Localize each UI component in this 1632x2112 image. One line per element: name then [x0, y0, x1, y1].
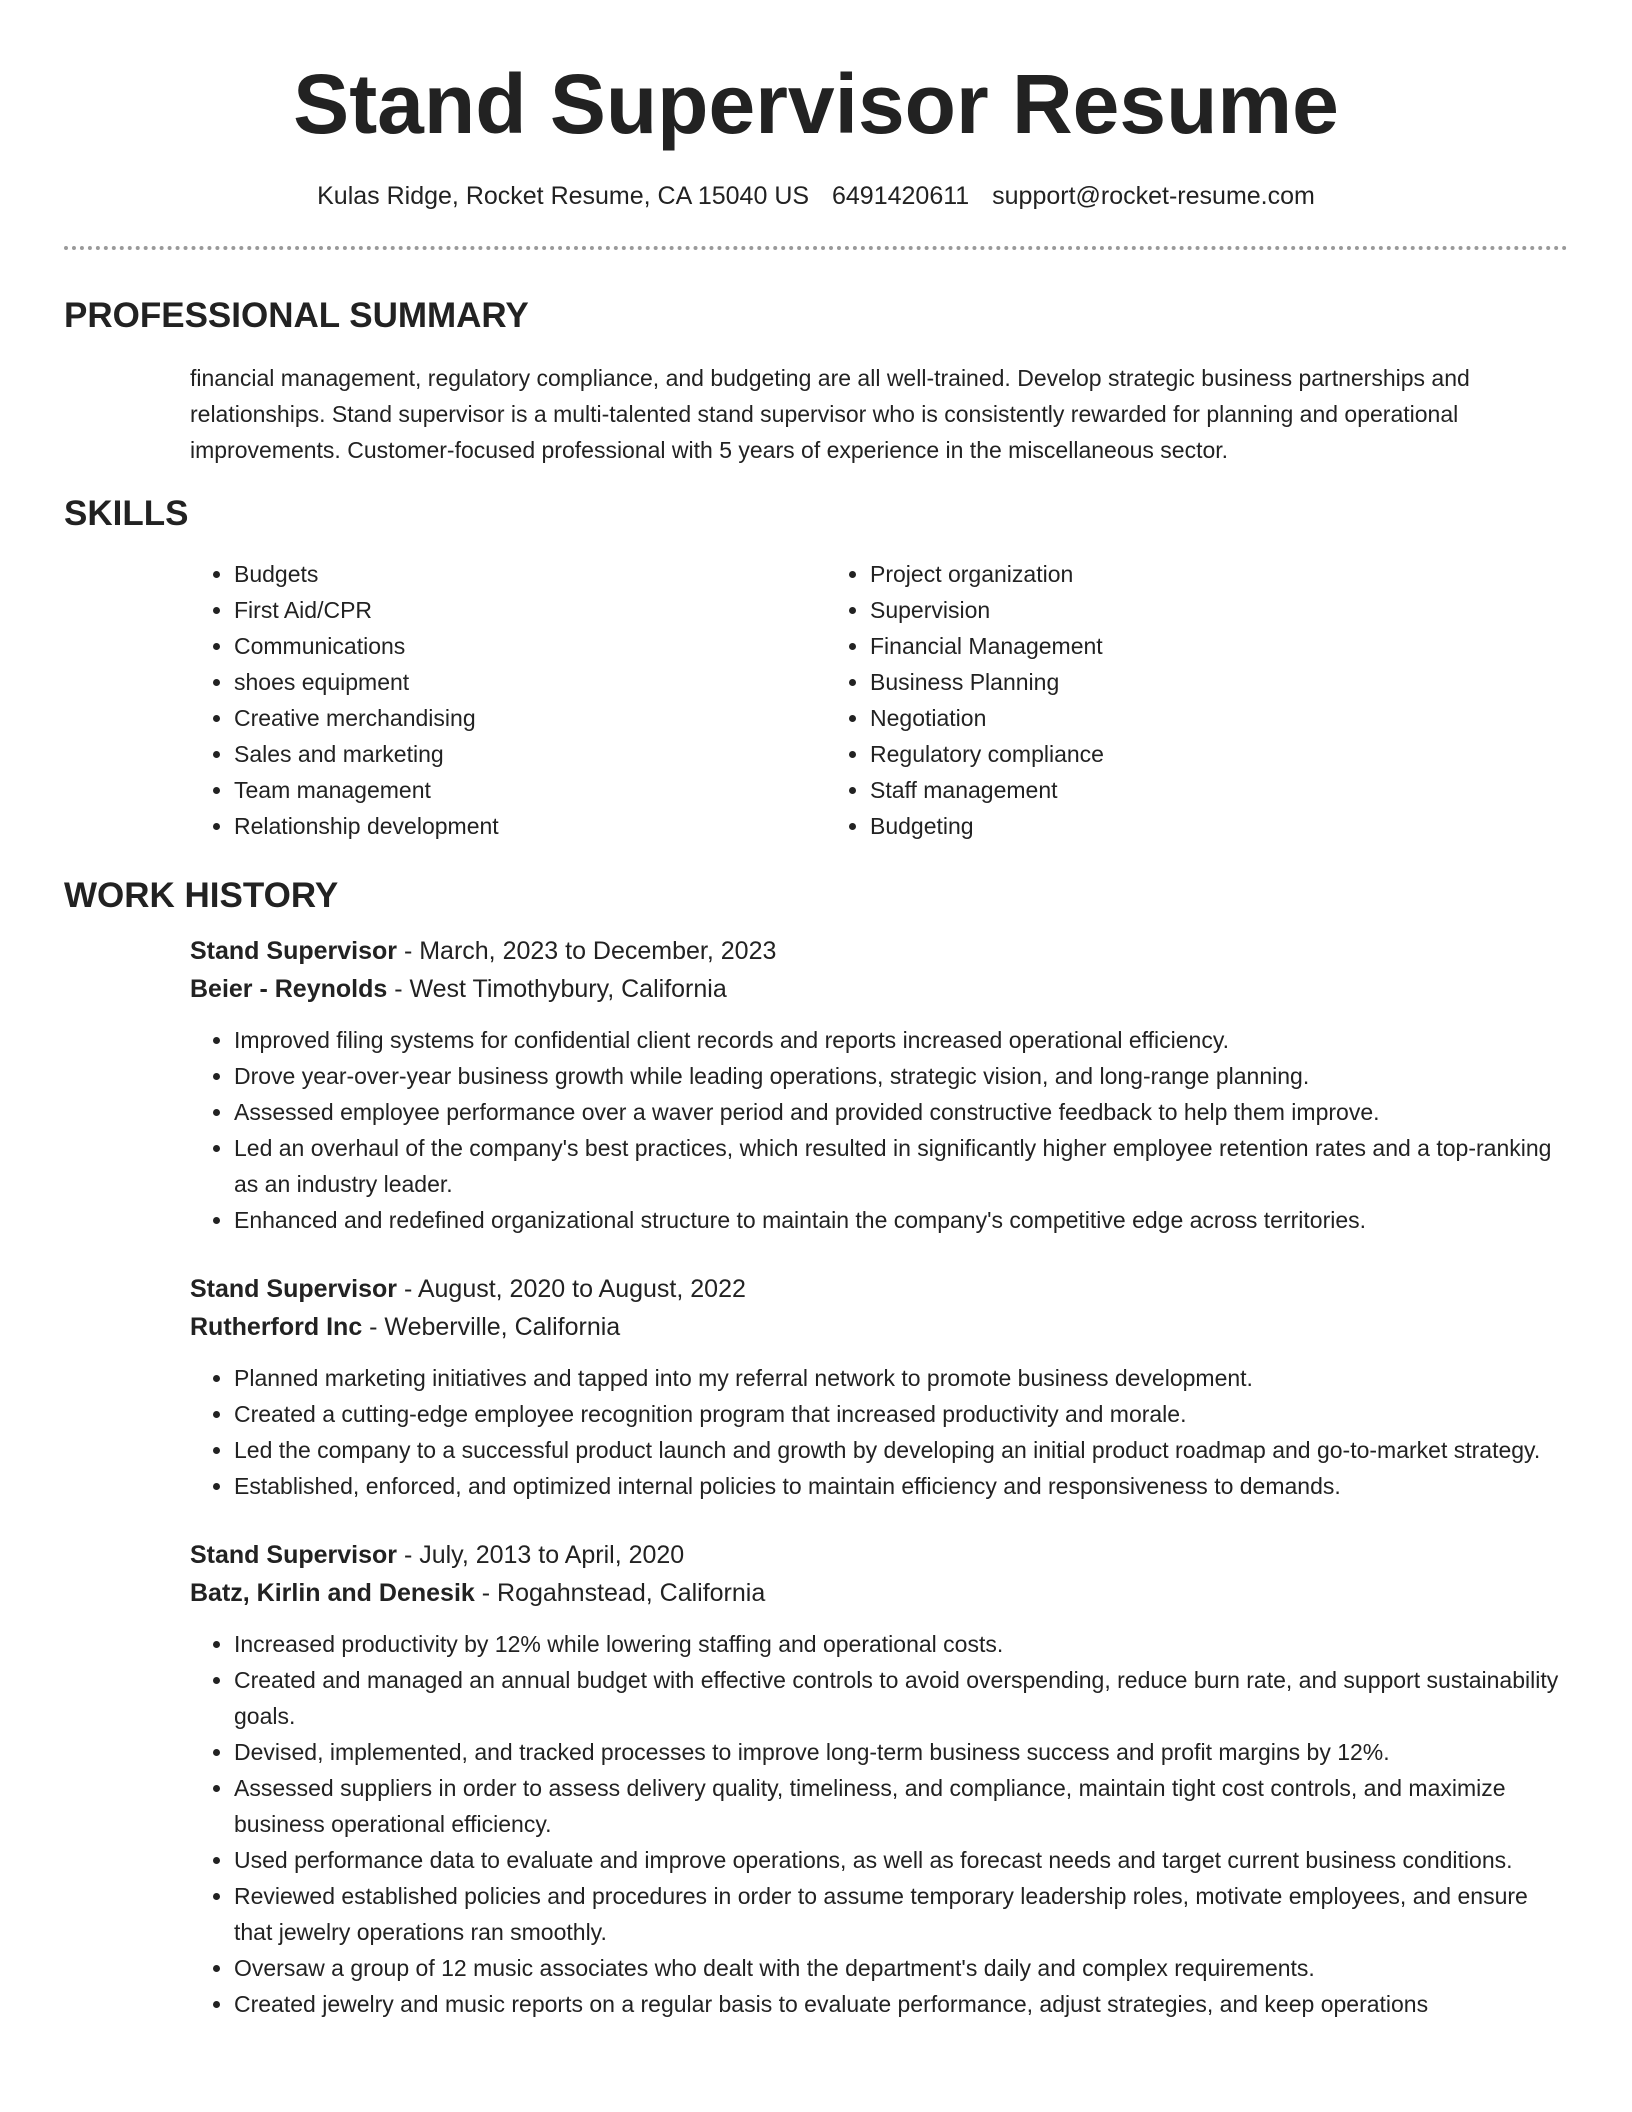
job-company-line — [190, 1574, 1568, 1612]
job-bullet: • Led the company to a successful product launch and growth by developing an initial product roadmap and go-to-market strategy. — [234, 1432, 1568, 1468]
job-bullet: • Planned marketing initiatives and tapped into my referral network to promote business development. — [234, 1360, 1568, 1396]
skill-item: • Budgets — [234, 556, 826, 592]
skill-item: • Creative merchandising — [234, 700, 826, 736]
job-title: Stand Supervisor — [190, 1275, 397, 1303]
job-bullet: • Devised, implemented, and tracked processes to improve long-term business success and profit margins by 12%. — [234, 1734, 1568, 1770]
job-title: Stand Supervisor — [190, 1541, 397, 1569]
job-title-line — [190, 932, 1568, 970]
job-bullets — [190, 1360, 1568, 1504]
skills-heading: SKILLS — [64, 494, 189, 533]
skill-item: • Regulatory compliance — [870, 736, 1462, 772]
skill-item: • Communications — [234, 628, 826, 664]
job-dates: - March, 2023 to December, 2023 — [397, 937, 777, 965]
skill-item: • Project organization — [870, 556, 1462, 592]
job-bullet: • Drove year-over-year business growth while leading operations, strategic vision, and long-range planning. — [234, 1058, 1568, 1094]
skill-item: • Supervision — [870, 592, 1462, 628]
job-location: - Rogahnstead, California — [474, 1579, 766, 1607]
job-title: Stand Supervisor — [190, 937, 397, 965]
skill-item: • Staff management — [870, 772, 1462, 808]
contact-line — [64, 180, 1568, 212]
skill-item: • First Aid/CPR — [234, 592, 826, 628]
job-bullet: • Improved filing systems for confidential client records and reports increased operational efficiency. — [234, 1022, 1568, 1058]
job-bullet: • Established, enforced, and optimized internal policies to maintain efficiency and responsiveness to demands. — [234, 1468, 1568, 1504]
job-bullet: • Reviewed established policies and procedures in order to assume temporary leadership roles, motivate employees, and ensure that jewelry operations ran smoothly. — [234, 1878, 1568, 1950]
job-bullet: • Oversaw a group of 12 music associates who dealt with the department's daily and complex requirements. — [234, 1950, 1568, 1986]
skill-item: • Financial Management — [870, 628, 1462, 664]
job-bullets — [190, 1022, 1568, 1238]
job-bullet: • Created a cutting-edge employee recognition program that increased productivity and morale. — [234, 1396, 1568, 1432]
job-location: - West Timothybury, California — [387, 975, 727, 1003]
job-location: - Weberville, California — [362, 1313, 621, 1341]
summary-heading: PROFESSIONAL SUMMARY — [64, 296, 529, 335]
job-bullet: • Assessed employee performance over a waver period and provided constructive feedback to help them improve. — [234, 1094, 1568, 1130]
job-company: Rutherford Inc — [190, 1313, 363, 1341]
skill-item: • Negotiation — [870, 700, 1462, 736]
job-entry — [190, 1536, 1568, 2022]
contact-address: Kulas Ridge, Rocket Resume, CA 15040 US — [317, 182, 810, 210]
job-dates: - August, 2020 to August, 2022 — [397, 1275, 746, 1303]
job-bullet: • Increased productivity by 12% while lowering staffing and operational costs. — [234, 1626, 1568, 1662]
contact-email: support@rocket-resume.com — [992, 182, 1315, 210]
skills-list — [190, 556, 1568, 844]
skills-column-right — [826, 556, 1462, 844]
job-bullet: • Enhanced and redefined organizational structure to maintain the company's competitive edge across territories. — [234, 1202, 1568, 1238]
skill-item: • Budgeting — [870, 808, 1462, 844]
header-divider — [64, 246, 1568, 250]
contact-phone: 6491420611 — [832, 182, 970, 210]
job-bullet: • Created jewelry and music reports on a regular basis to evaluate performance, adjust strategies, and keep operations — [234, 1986, 1568, 2022]
skills-column-left — [190, 556, 826, 844]
resume-title: Stand Supervisor Resume — [293, 57, 1339, 151]
work-history-list — [190, 932, 1568, 2022]
skill-item: • Sales and marketing — [234, 736, 826, 772]
resume-page — [64, 0, 1568, 2022]
job-company-line — [190, 970, 1568, 1008]
skill-item: • Business Planning — [870, 664, 1462, 700]
job-bullet: • Created and managed an annual budget with effective controls to avoid overspending, reduce burn rate, and support sustainability goals. — [234, 1662, 1568, 1734]
job-company: Batz, Kirlin and Denesik — [190, 1579, 475, 1607]
job-bullet: • Used performance data to evaluate and improve operations, as well as forecast needs and target current business conditions. — [234, 1842, 1568, 1878]
skill-item: • Team management — [234, 772, 826, 808]
skill-item: • Relationship development — [234, 808, 826, 844]
job-bullets — [190, 1626, 1568, 2022]
job-company: Beier - Reynolds — [190, 975, 388, 1003]
summary-text: financial management, regulatory compliance, and budgeting are all well-trained. Develop strategic business partnerships and relationships. Stand supervisor is a multi-talented stand supervisor who is consistently rewarded for planning and operational improvements. Customer-focused professional with 5 years of experience in the miscellaneous sector. — [190, 365, 1470, 463]
job-bullet: • Assessed suppliers in order to assess delivery quality, timeliness, and compliance, maintain tight cost controls, and maximize business operational efficiency. — [234, 1770, 1568, 1842]
job-entry — [190, 1270, 1568, 1504]
work-history-heading: WORK HISTORY — [64, 876, 339, 915]
job-dates: - July, 2013 to April, 2020 — [397, 1541, 685, 1569]
job-company-line — [190, 1308, 1568, 1346]
job-title-line — [190, 1270, 1568, 1308]
job-title-line — [190, 1536, 1568, 1574]
job-entry — [190, 932, 1568, 1238]
skill-item: • shoes equipment — [234, 664, 826, 700]
job-bullet: • Led an overhaul of the company's best practices, which resulted in significantly higher employee retention rates and a top-ranking as an industry leader. — [234, 1130, 1568, 1202]
